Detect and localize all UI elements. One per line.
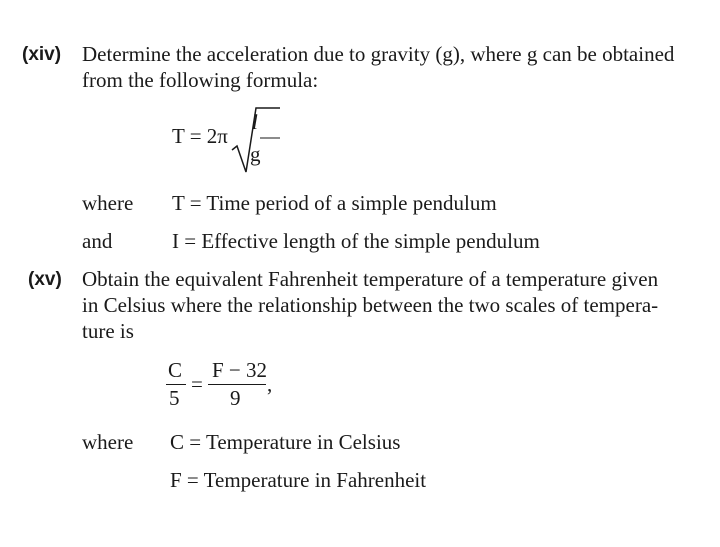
where-label: where xyxy=(82,191,134,215)
question-text-line: Determine the acceleration due to gravity (g), where g can be obtained xyxy=(82,42,675,66)
definition-line: I = Effective length of the simple pendulum xyxy=(172,229,540,253)
definition-line: T = Time period of a simple pendulum xyxy=(172,191,497,215)
question-number: (xiv) xyxy=(22,44,62,65)
equals-sign: = xyxy=(191,372,203,396)
fraction-bar xyxy=(208,384,266,385)
formula-denominator: g xyxy=(250,142,261,166)
question-number: (xv) xyxy=(28,269,62,290)
pendulum-formula xyxy=(172,104,292,176)
definition-line: F = Temperature in Fahrenheit xyxy=(170,468,427,492)
comma: , xyxy=(267,372,273,396)
definition-line: C = Temperature in Celsius xyxy=(170,430,401,454)
and-label: and xyxy=(82,229,113,253)
question-text-line: from the following formula: xyxy=(82,68,319,92)
fraction-denominator: 9 xyxy=(230,386,241,410)
formula-numerator: l xyxy=(252,110,258,134)
where-label: where xyxy=(82,430,134,454)
fraction-denominator: 5 xyxy=(169,386,180,410)
fraction-numerator: C xyxy=(168,358,183,382)
question-text-line: in Celsius where the relationship between the two scales of tempera- xyxy=(82,293,659,317)
question-text-line: ture is xyxy=(82,319,134,343)
fraction-bar xyxy=(166,384,186,385)
question-text-line: Obtain the equivalent Fahrenheit temperature of a temperature given xyxy=(82,267,659,291)
formula-lhs: T = 2π xyxy=(172,124,228,148)
temperature-formula xyxy=(160,358,300,414)
fraction-numerator: F − 32 xyxy=(212,358,268,382)
